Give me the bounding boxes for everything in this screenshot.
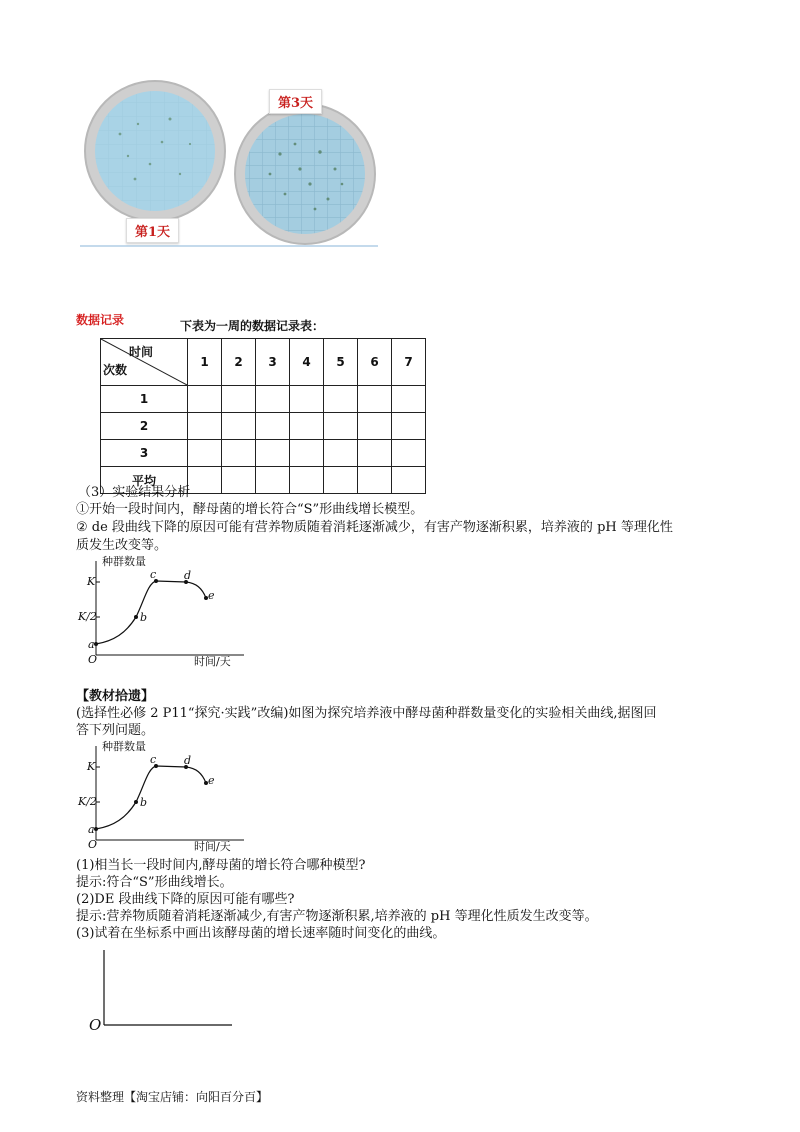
table-row (101, 386, 426, 413)
answer-2: 提示:营养物质随着消耗逐渐减少,有害产物逐渐积累,培养液的 pH 等理化性质发生改变等。 (76, 909, 598, 924)
row-label: 2 (101, 413, 188, 440)
row-label: 1 (101, 386, 188, 413)
table-corner-cell (101, 339, 188, 386)
row-label: 3 (101, 440, 188, 467)
corner-label-count: 次数 (103, 363, 128, 377)
table-header-day: 5 (324, 339, 358, 386)
footer-text: 资料整理【淘宝店铺：向阳百分百】 (76, 1090, 269, 1104)
day3-label: 第3天 (269, 89, 322, 114)
table-row (101, 440, 426, 467)
graph2-ylabel: 种群数量 (102, 740, 146, 753)
petri-dish-figure (80, 74, 380, 249)
table-row (101, 413, 426, 440)
graph2-xlabel: 时间/天 (194, 840, 231, 853)
table-header-day: 1 (188, 339, 222, 386)
question-3: (3)试着在坐标系中画出该酵母菌的增长速率随时间变化的曲线。 (76, 926, 446, 941)
row-label: 平均 (101, 467, 188, 494)
graph2-k-label: K (87, 760, 96, 773)
graph1-origin-label: O (88, 653, 98, 666)
graph1-k-label: K (87, 575, 96, 588)
graph1-point-e: e (208, 589, 215, 602)
table-header-day: 4 (290, 339, 324, 386)
table-title: 下表为一周的数据记录表： (180, 319, 325, 333)
analysis-point-2-line1: ② de 段曲线下降的原因可能有营养物质随着消耗逐渐减少，有害产物逐渐积累，培养液的 pH 等理化性 (76, 520, 673, 535)
analysis-point-2-line2: 质发生改变等。 (76, 538, 168, 553)
graph2-origin-label: O (88, 838, 98, 851)
graph1-point-d: d (184, 569, 192, 582)
graph2-k2-label: K/2 (78, 795, 97, 808)
analysis-point-1: ①开始一段时间内，酵母菌的增长符合“S”形曲线增长模型。 (76, 502, 424, 517)
graph2-point-c: c (150, 753, 157, 766)
growth-curve-graph-2 (78, 738, 254, 853)
table-header-day: 6 (358, 339, 392, 386)
textbook-heading: 【教材拾遗】 (76, 689, 155, 704)
question-2: (2)DE 段曲线下降的原因可能有哪些? (76, 892, 295, 907)
empty-coordinate-axes (84, 948, 244, 1038)
growth-curve-graph-1 (78, 553, 254, 668)
data-record-table (100, 338, 426, 494)
answer-1: 提示:符合“S”形曲线增长。 (76, 875, 233, 890)
table-header-day: 3 (256, 339, 290, 386)
graph1-ylabel: 种群数量 (102, 555, 146, 568)
graph2-point-e: e (208, 774, 215, 787)
axes-origin-label: O (89, 1016, 102, 1034)
day1-label: 第1天 (126, 218, 179, 243)
graph1-xlabel: 时间/天 (194, 655, 231, 668)
graph1-point-a: a (88, 638, 95, 651)
graph2-point-a: a (88, 823, 95, 836)
textbook-intro-line2: 答下列问题。 (76, 723, 155, 738)
graph2-point-d: d (184, 754, 192, 767)
analysis-heading: （3）实验结果分析 (78, 485, 191, 500)
textbook-intro-line1: (选择性必修 2 P11“探究·实践”改编)如图为探究培养液中酵母菌种群数量变化的实验相关曲线,据图回 (76, 706, 657, 721)
table-header-day: 7 (392, 339, 426, 386)
graph1-k2-label: K/2 (78, 610, 97, 623)
graph2-point-b: b (140, 796, 148, 809)
graph1-point-b: b (140, 611, 148, 624)
corner-label-time: 时间 (129, 345, 154, 359)
table-header-day: 2 (222, 339, 256, 386)
section-label: 数据记录 (76, 313, 125, 327)
petri-dishes-image (80, 74, 380, 249)
question-1: (1)相当长一段时间内,酵母菌的增长符合哪种模型? (76, 858, 366, 873)
graph1-point-c: c (150, 568, 157, 581)
